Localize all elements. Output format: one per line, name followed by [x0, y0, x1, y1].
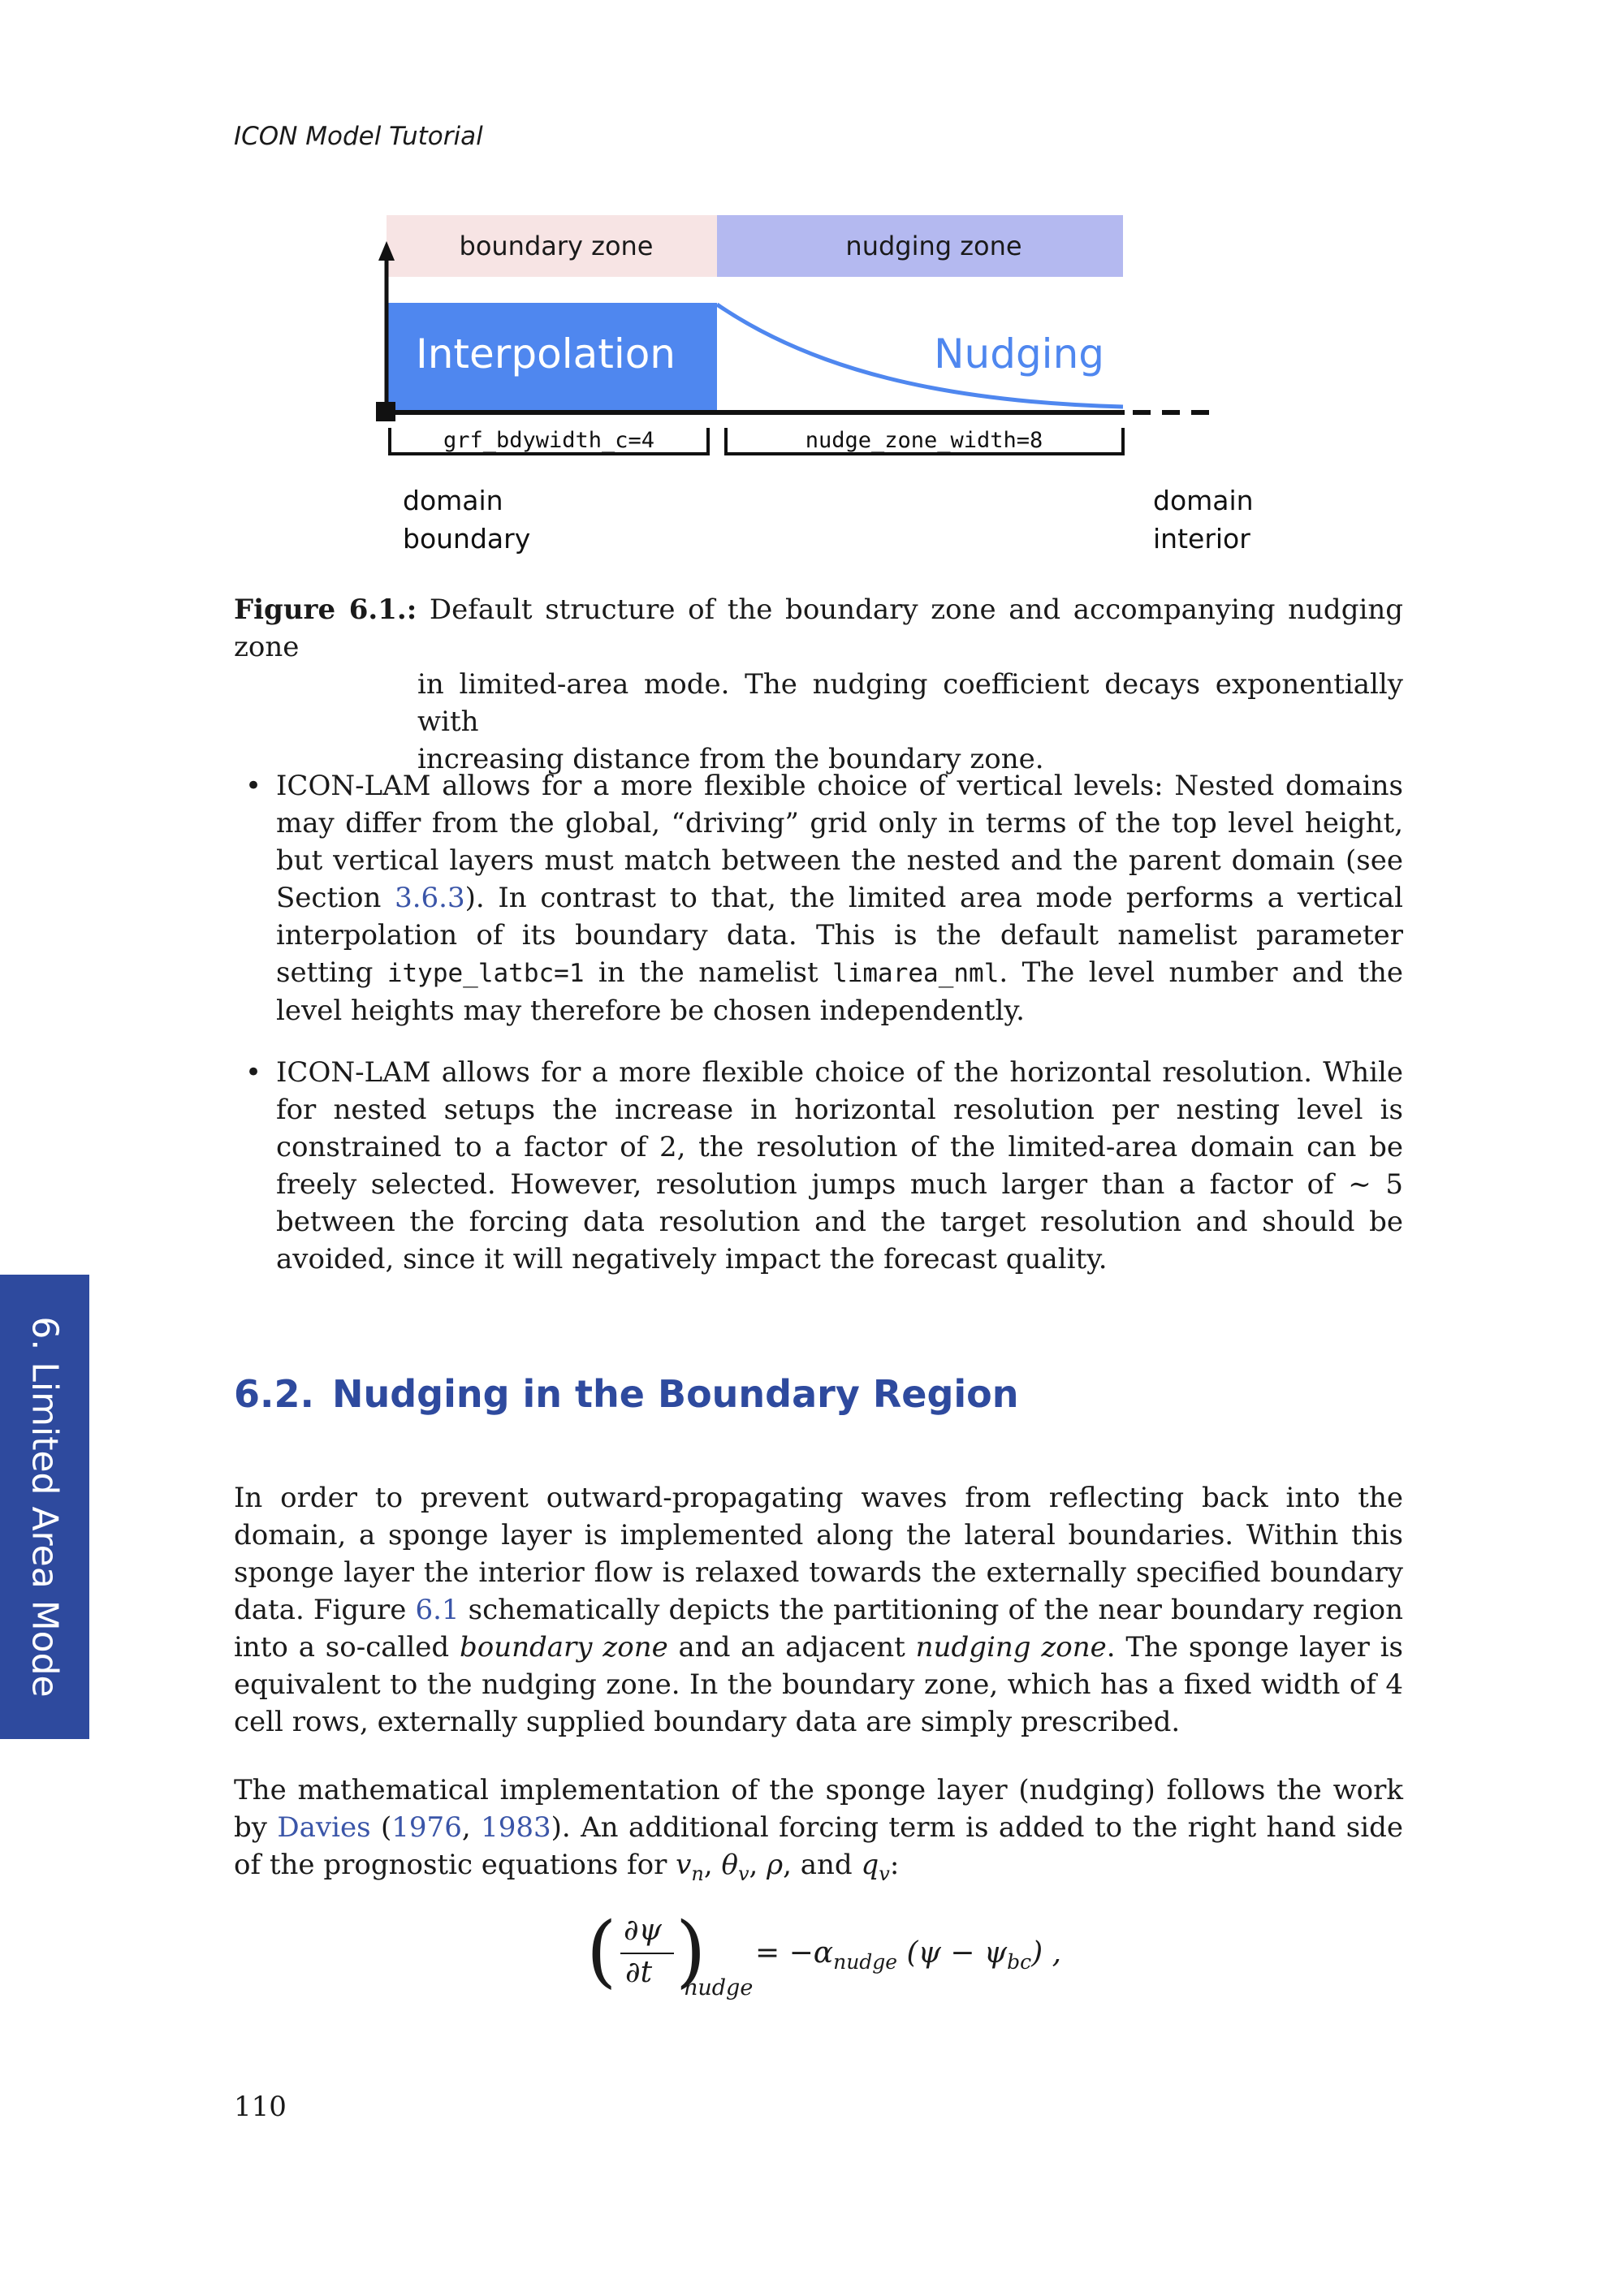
emphasis-nudging-zone: nudging zone — [915, 1631, 1107, 1664]
bullet-dot-icon: • — [245, 770, 262, 802]
section-heading — [234, 1372, 1019, 1416]
var-theta: θ — [721, 1849, 738, 1881]
section-link[interactable]: 3.6.3 — [395, 882, 465, 914]
nudging-zone-label: nudging zone — [845, 231, 1022, 261]
var-v: v — [676, 1849, 692, 1881]
bullet-dot-icon: • — [245, 1056, 262, 1089]
var-v-sub: n — [691, 1862, 704, 1885]
chapter-sidebar-label: 6. Limited Area Mode — [24, 1316, 66, 1698]
paragraph-text: ). An additional forcing term is added to the right hand side of the prognostic equations for — [234, 1811, 1403, 1881]
emphasis-boundary-zone: boundary zone — [459, 1631, 668, 1664]
domain-interior-label-line2: interior — [1153, 523, 1250, 555]
eq-rhs-lead: = −α — [755, 1936, 834, 1970]
eq-rhs — [755, 1936, 1061, 1974]
bullet-text: ICON-LAM allows for a more flexible choice of vertical levels: Nested domains may differ from the global, “driving” grid only in terms of the top level height, but vertical layers must match between the nested and the parent domain (see Section — [276, 770, 1403, 914]
eq-rhs-sub-bc: bc — [1007, 1950, 1032, 1974]
bullet-horizontal-resolution — [245, 1054, 1403, 1278]
citation-year-1983-link[interactable]: 1983 — [481, 1811, 551, 1844]
feature-bullet-list — [245, 767, 1403, 1302]
citation-year-1976-link[interactable]: 1976 — [391, 1811, 462, 1844]
separator: , — [749, 1849, 767, 1881]
domain-boundary-marker — [376, 402, 395, 421]
separator: , and — [783, 1849, 862, 1881]
page-number: 110 — [234, 2091, 287, 2123]
paragraph-text: and an adjacent — [667, 1631, 916, 1664]
eq-numerator: ∂ψ — [624, 1914, 662, 1947]
paragraph-sponge-layer — [234, 1479, 1403, 1741]
section-number: 6.2. — [234, 1372, 314, 1416]
bullet-vertical-levels — [245, 767, 1403, 1029]
bullet-text: ). In contrast to that, the limited area mode performs a vertical interpolation of its boundary data. This is the default namelist parameter setting — [276, 882, 1403, 989]
left-paren: ( — [586, 1905, 617, 1996]
separator: : — [889, 1849, 900, 1881]
code-itype-latbc: itype_latbc=1 — [387, 959, 585, 988]
paragraph-text: . The sponge layer is equivalent to the nudging zone. In the boundary zone, which has a fixed width of 4 cell rows, externally supplied boundary data are simply prescribed. — [234, 1631, 1404, 1738]
boundary-zone-label: boundary zone — [459, 231, 654, 261]
bullet-text: in the namelist — [584, 956, 833, 989]
nudge-zone-width-label: nudge_zone_width=8 — [805, 428, 1043, 453]
figure-caption — [234, 591, 1403, 778]
paragraph-nudging-implementation — [234, 1772, 1403, 1892]
var-rho: ρ — [767, 1849, 784, 1881]
domain-boundary-label-line1: domain — [403, 485, 503, 516]
eq-rhs-mid: (ψ − ψ — [897, 1936, 1008, 1970]
caption-line-1: Default structure of the boundary zone and accompanying nudging zone — [234, 593, 1403, 663]
caption-line-3: increasing distance from the boundary zone. — [417, 743, 1044, 775]
figure-link[interactable]: 6.1 — [415, 1594, 460, 1626]
chapter-sidebar-tab — [0, 1275, 89, 1739]
boundary-zone-figure — [357, 207, 1267, 564]
var-q: q — [861, 1849, 879, 1881]
paragraph-text: , — [461, 1811, 482, 1844]
running-header: ICON Model Tutorial — [234, 122, 483, 151]
caption-label: Figure 6.1.: — [234, 593, 417, 626]
eq-subscript: nudge — [684, 1975, 754, 2000]
domain-boundary-label-line2: boundary — [403, 523, 531, 555]
right-paren: ) — [676, 1905, 706, 1996]
grf-bdywidth-label: grf_bdywidth_c=4 — [443, 428, 655, 453]
nudging-label: Nudging — [934, 330, 1104, 378]
interpolation-label: Interpolation — [416, 330, 676, 378]
bullet-text: . The level number and the level heights may therefore be chosen independently. — [276, 956, 1403, 1027]
eq-fraction-bar — [620, 1953, 674, 1954]
eq-denominator: ∂t — [625, 1956, 653, 1989]
domain-interior-label-line1: domain — [1153, 485, 1254, 516]
nudging-equation — [585, 1905, 1153, 2001]
bullet-text: ICON-LAM allows for a more flexible choice of the horizontal resolution. While for nested setups the increase in horizontal resolution per nesting level is constrained to a factor of 2, the resolution of the limited-area domain can be freely selected. However, resolution jumps much larger than a factor of ∼ 5 between the forcing data resolution and the target resolution and should be avoided, since it will negatively impact the forecast quality. — [276, 1056, 1403, 1275]
paragraph-text: The mathematical implementation of the sponge layer (nudging) follows the work by — [234, 1774, 1403, 1844]
section-title: Nudging in the Boundary Region — [331, 1372, 1019, 1416]
var-theta-sub: v — [737, 1862, 749, 1885]
paragraph-text: schematically depicts the partitioning of the near boundary region into a so-called — [234, 1594, 1403, 1664]
eq-rhs-tail: ) , — [1031, 1936, 1062, 1970]
caption-line-2: in limited-area mode. The nudging coefficient decays exponentially with — [417, 668, 1403, 738]
separator: , — [703, 1849, 722, 1881]
citation-author-link[interactable]: Davies — [277, 1811, 371, 1844]
eq-rhs-sub-nudge: nudge — [833, 1950, 898, 1974]
code-limarea-nml: limarea_nml — [832, 959, 1000, 988]
paragraph-text: ( — [370, 1811, 392, 1844]
paragraph-text: In order to prevent outward-propagating waves from reflecting back into the domain, a sponge layer is implemented along the lateral boundaries. Within this sponge layer the interior flow is relaxed towards the externally specified boundary data. Figure — [234, 1482, 1403, 1626]
var-q-sub: v — [879, 1862, 890, 1885]
